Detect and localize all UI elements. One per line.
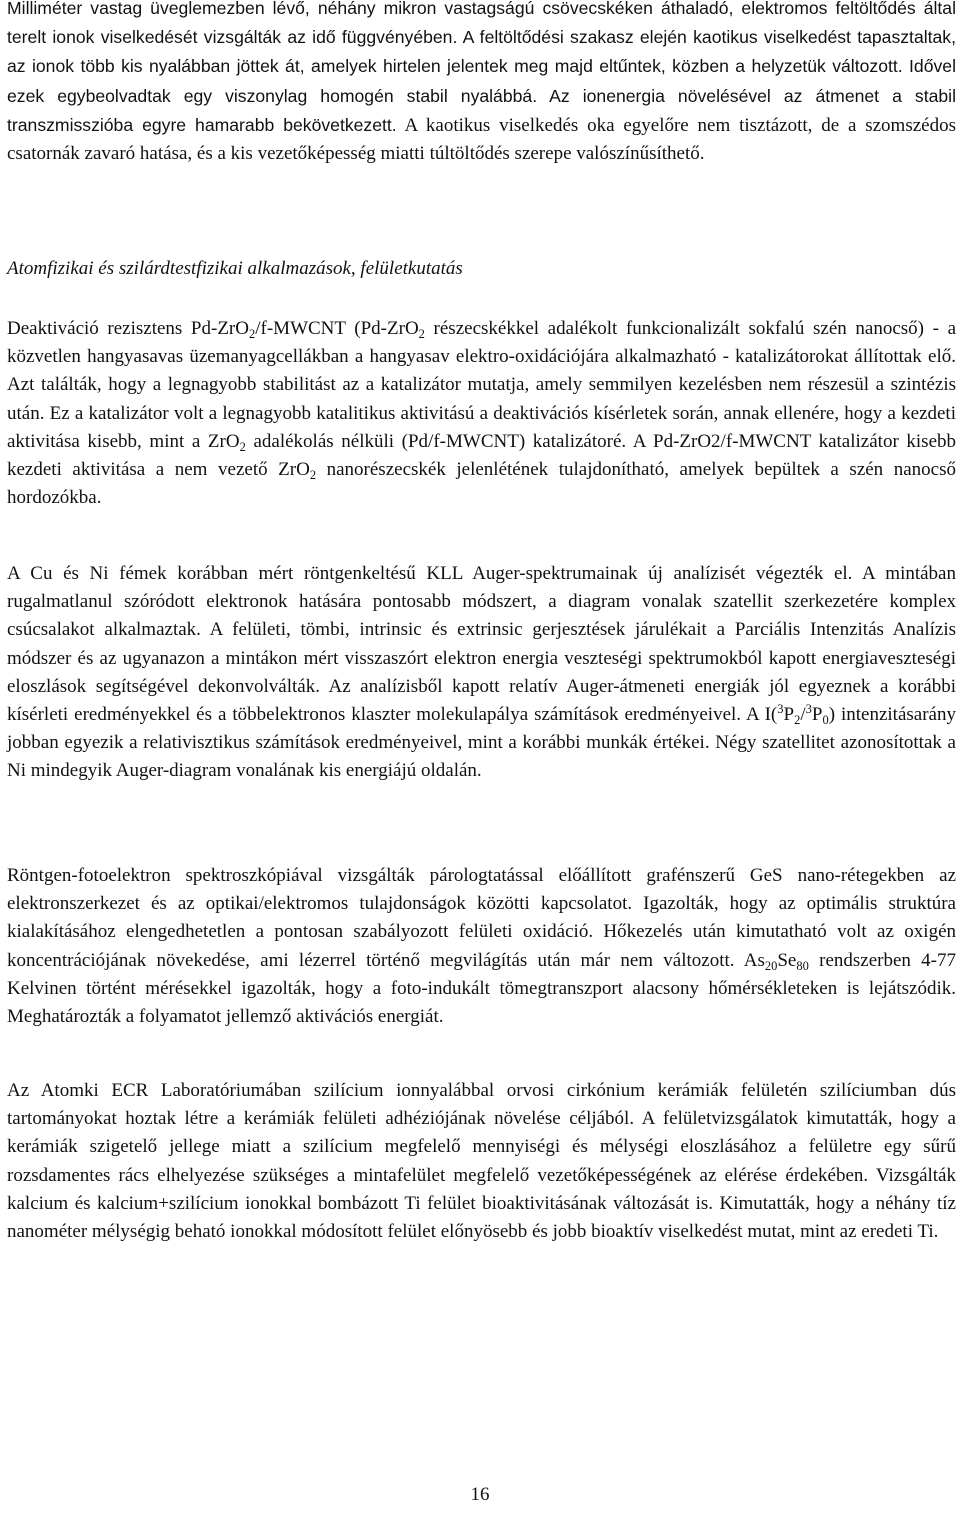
text-run: adalékolás nélküli (Pd/f-MWCNT) katalizátoré. A Pd-ZrO2/f-MWCNT katalizátor kisebb kezdeti aktivitása a nem vezető ZrO <box>7 430 956 481</box>
subscript: 2 <box>309 468 317 483</box>
paragraph-ion-transmission <box>7 0 956 168</box>
subscript: 80 <box>796 958 809 973</box>
text-run: ) intenzitásarány jobban egyezik a relativisztikus számítások eredményeivel, mint a korábbi munkák értékei. Négy szatellitet azonosítottak a Ni mindegyik Auger-diagram vonalának kis energiájú oldalán. <box>7 704 956 782</box>
paragraph-text-serif: A kaotikus viselkedés oka egyelőre nem tisztázott, de a szomszédos csatornák zavaró hatása, és a kis vezetőképesség miatti túltöltődés szerepe valószínűsíthető. <box>7 114 956 165</box>
text-run: nanorészecskék jelenlétének tulajdonítható, amelyek bepültek a szén nanocső hordozókba. <box>7 459 956 509</box>
superscript: 3 <box>777 702 784 717</box>
paragraph-auger-spectra <box>7 560 956 786</box>
text-run: /f-MWCNT (Pd-ZrO <box>255 318 419 339</box>
text-run: / <box>800 704 806 726</box>
paragraph-ecr-ceramics: Az Atomki ECR Laboratóriumában szilícium ionnyalábbal orvosi cirkónium kerámiák felületén szilíciumban dús tartományokat hoztak létre a kerámiák felületi adhéziójának növelése céljából. A felületvizsgálatok kimutatták, hogy a kerámiák szigetelő jellege miatt a szilícium megfelelő mennyiségi és mélységi eloszlásához a felületre egy sűrű rozsdamentes rács elhelyezése szükséges a mintafelület megfelelő vezetőképességének az elérése érdekében. Vizsgálták kalcium és kalcium+szilícium ionokkal bombázott Ti felület bioaktivitásának változását is. Kimutatták, hogy a néhány tíz nanométer mélységig beható ionokkal módosított felület előnyösebb és jobb bioaktív viselkedést mutat, mint az eredeti Ti. <box>7 1080 956 1243</box>
paragraph-catalyst <box>7 315 956 512</box>
text-run: részecskékkel adalékolt funkcionalizált sokfalú szén nanocső) - a közvetlen hangyasavas üzemanyagcellákban a hangyasav elektro-oxidációjára alkalmazható - katalizátorokat állítottak elő. Azt találták, hogy a legnagyobb stabilitást az a katalizátor mutatja, amely semmilyen kezelésben nem részesül a szintézis után. Ez a katalizátor volt a legnagyobb katalitikus aktivitású a deaktivációs kísérletek során, annak ellenére, hogy a kezdeti aktivitása kisebb, mint a ZrO <box>7 318 957 452</box>
subscript: 2 <box>418 327 425 341</box>
text-run: P <box>783 704 795 726</box>
text-run: rendszerben 4-77 Kelvinen történt mérésekkel igazolták, hogy a foto-indukált tömegtranszport alacsony hőmérsékleteken is lejátszódik. Meghatározták a folyamatot jellemző aktivációs energiát. <box>7 949 956 1028</box>
paragraph-xps-ges <box>7 862 956 1031</box>
subscript: 0 <box>822 713 829 728</box>
superscript: 3 <box>805 702 812 717</box>
text-run: Deaktiváció rezisztens Pd-ZrO <box>7 318 249 339</box>
text-run: A Cu és Ni fémek korábban mért röntgenkeltésű KLL Auger-spektrumainak új analízisét végezték el. A mintában rugalmatlanul szóródott elektronok hatására pontosabb módszert, a diagram vonalak szatellit szerkezetére komplex csúcsalakot alkalmaztak. A felületi, tömbi, intrinsic és extrinsic gerjesztések járulékait a Parciális Intenzitás Analízis módszer és az ugyanazon a mintákon mért visszaszórt elektron energia veszteségi spektrumokból kapott energiaveszteségi eloszlások segítségével dekonvolválták. Az analízisből kapott relatív Auger-átmeneti energiák jól egyeznek a korábbi kísérleti eredményekkel és a többelektronos klaszter molekulapálya számítások eredményeivel. A I( <box>7 563 956 726</box>
subscript: 2 <box>794 713 801 728</box>
page-number: 16 <box>470 1484 490 1505</box>
section-heading: Atomfizikai és szilárdtestfizikai alkalmazások, felületkutatás <box>7 258 463 279</box>
text-run: Röntgen-fotoelektron spektroszkópiával vizsgálták párologtatással előállított grafénszerű GeS nano-rétegekben az elektronszerkezet és az optikai/elektromos tulajdonságok közötti kapcsolatot. Igazolták, hogy az optimális struktúra kialakításához elengedhetetlen a pontosan szabályozott felületi oxidáció. Hőkezelés után kimutatható volt az oxigén koncentrációjának növekedése, ami lézerrel történő megvilágítás után már nem változott. As <box>7 865 956 971</box>
subscript: 2 <box>239 439 246 454</box>
paragraph-text-sans: Milliméter vastag üveglemezben lévő, néhány mikron vastagságú csövecskéken áthaladó, elektromos feltöltődés által terelt ionok viselkedését vizsgálták az idő függvényében. A feltöltődési szakasz elején kaotikus viselkedést tapasztaltak, az ionok több kis nyalábban jöttek át, amelyek hirtelen jelentek meg majd eltűntek, közben a helyzetük változott. Idővel ezek egybeolvadtak egy viszonylag homogén stabil nyalábbá. Az ionenergia növelésével az átmenet a stabil transzmisszióba egyre hamarabb bekövetkezett. <box>7 0 956 135</box>
text-run: P <box>811 704 823 726</box>
subscript: 2 <box>249 327 256 341</box>
text-run: Se <box>777 949 797 971</box>
subscript: 20 <box>764 958 778 973</box>
